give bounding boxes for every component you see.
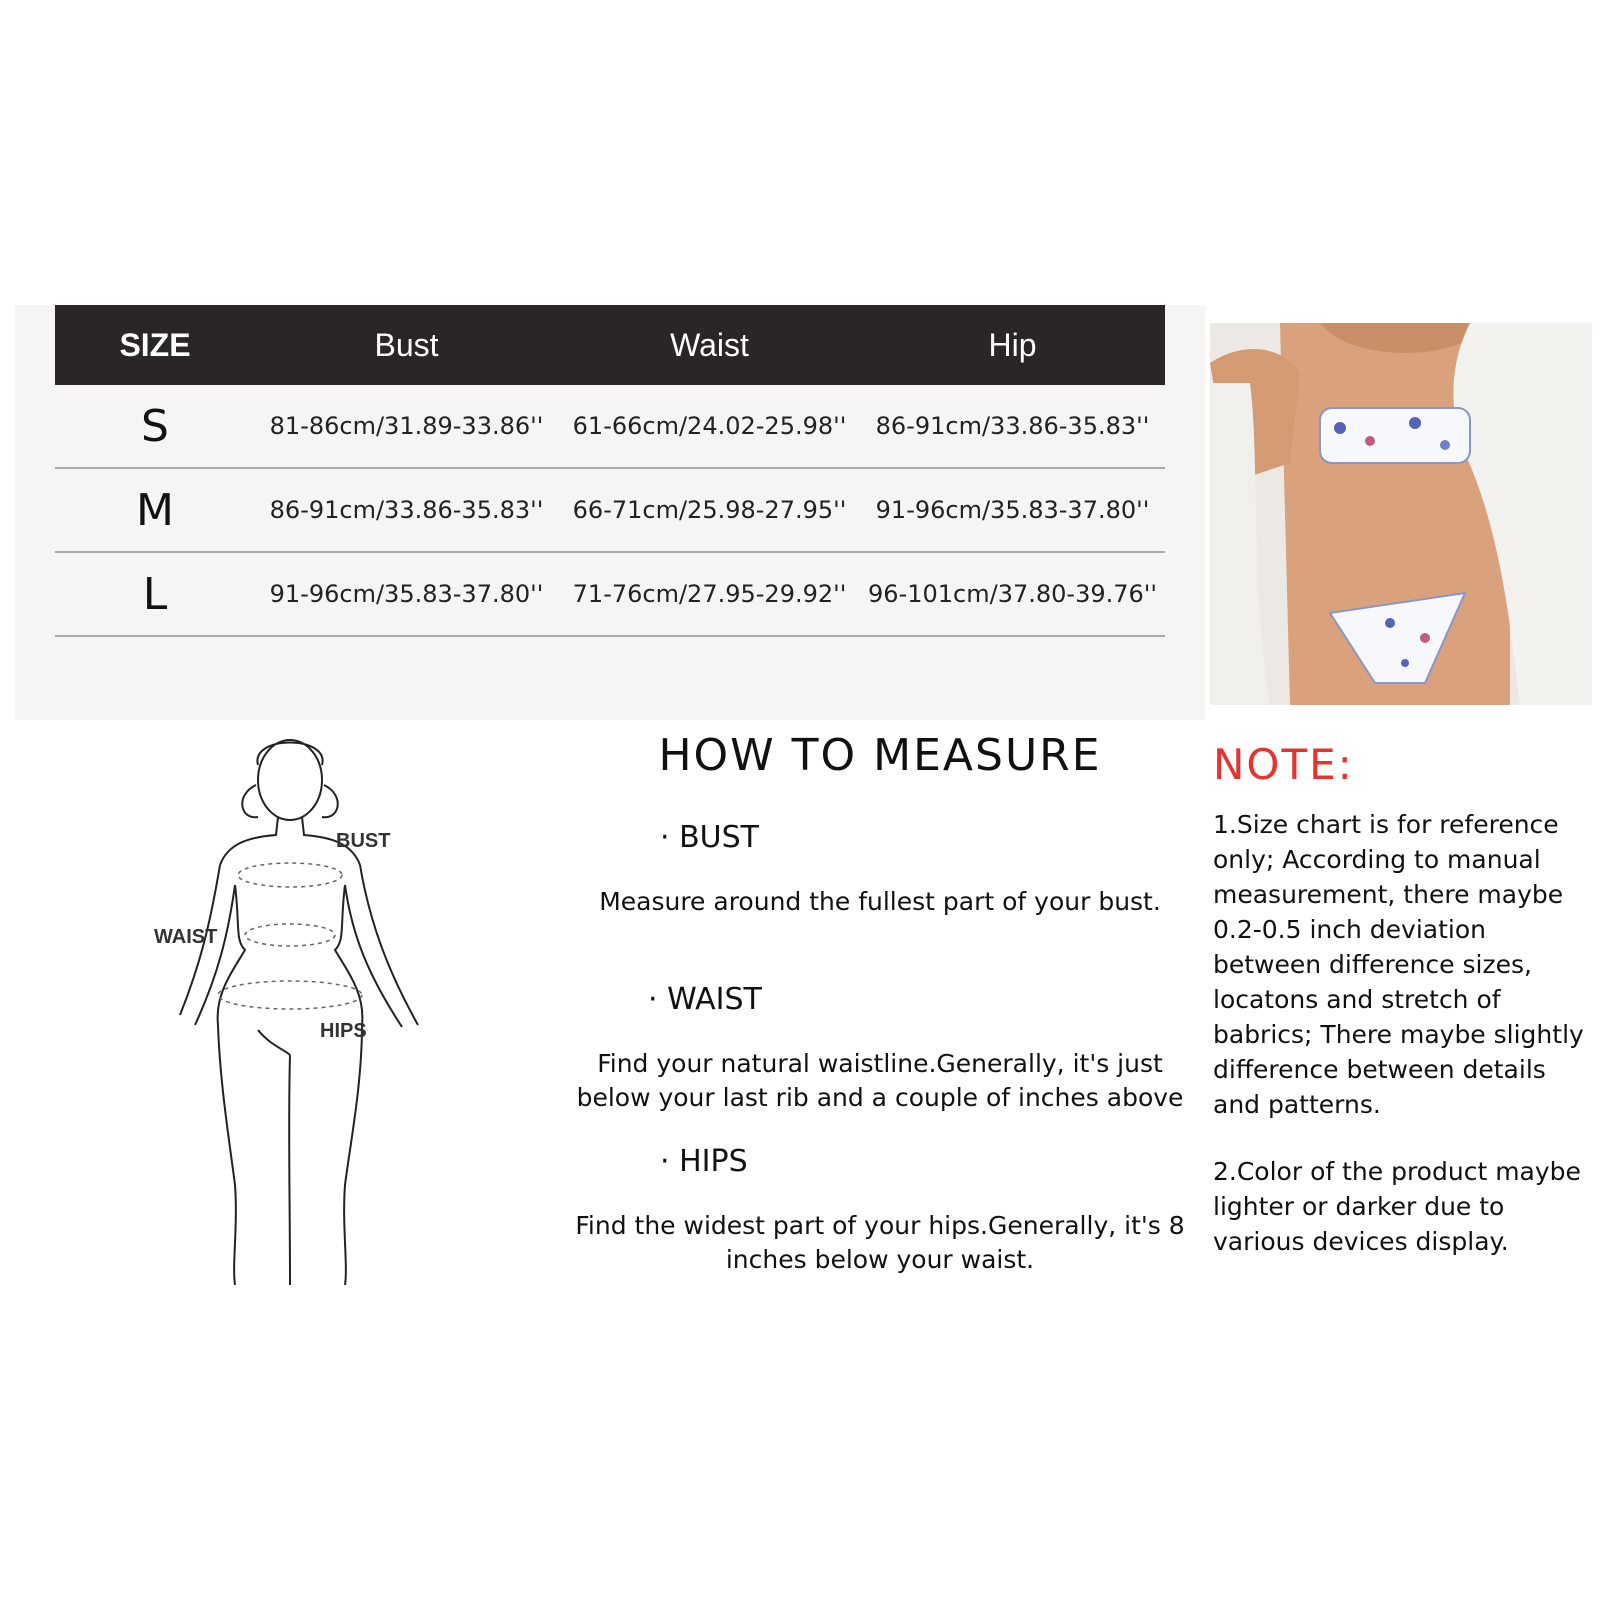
note-section xyxy=(1213,740,1598,1259)
waist-instructions: Find your natural waistline.Generally, it's just below your last rib and a couple of inches above xyxy=(576,1049,1184,1112)
size-cell: M xyxy=(136,484,174,536)
note-item: 2.Color of the product maybe lighter or darker due to various devices display. xyxy=(1213,1157,1581,1256)
note-title: NOTE: xyxy=(1213,740,1354,789)
header-bust: Bust xyxy=(374,326,439,363)
size-table-panel xyxy=(15,305,1205,720)
bust-heading: · BUST xyxy=(660,820,759,855)
product-photo-illustration xyxy=(1210,323,1592,705)
hips-heading: · HIPS xyxy=(660,1144,748,1179)
table-row xyxy=(55,385,1165,469)
table-row xyxy=(55,469,1165,553)
waist-heading: · WAIST xyxy=(648,982,762,1017)
waist-cell: 61-66cm/24.02-25.98'' xyxy=(572,412,847,440)
size-cell: S xyxy=(141,400,169,452)
hip-cell: 96-101cm/37.80-39.76'' xyxy=(868,580,1157,608)
product-photo xyxy=(1210,323,1592,705)
bust-cell: 91-96cm/35.83-37.80'' xyxy=(269,580,544,608)
table-header xyxy=(55,305,1165,385)
note-item: 1.Size chart is for reference only; According to manual measurement, there maybe 0.2-0.5 inch deviation between difference sizes, locatons and stretch of babrics; There maybe slightly difference between details and patterns. xyxy=(1213,810,1584,1119)
table-row xyxy=(55,553,1165,637)
size-cell: L xyxy=(142,568,168,620)
figure-label-hips: HIPS xyxy=(320,1020,367,1042)
body-outline-illustration xyxy=(140,725,440,1285)
bust-cell: 86-91cm/33.86-35.83'' xyxy=(269,496,544,524)
size-table xyxy=(55,305,1165,637)
figure-label-waist: WAIST xyxy=(154,926,218,948)
how-to-measure-section xyxy=(560,730,1200,781)
waist-cell: 66-71cm/25.98-27.95'' xyxy=(572,496,847,524)
how-to-measure-title: HOW TO MEASURE xyxy=(658,730,1102,781)
hip-cell: 86-91cm/33.86-35.83'' xyxy=(875,412,1150,440)
bust-instructions: Measure around the fullest part of your bust. xyxy=(599,887,1161,916)
waist-cell: 71-76cm/27.95-29.92'' xyxy=(572,580,847,608)
header-size: SIZE xyxy=(119,326,191,363)
header-waist: Waist xyxy=(670,326,749,363)
hips-instructions: Find the widest part of your hips.Generally, it's 8 inches below your waist. xyxy=(575,1211,1185,1274)
hip-cell: 91-96cm/35.83-37.80'' xyxy=(875,496,1150,524)
figure-label-bust: BUST xyxy=(336,830,391,852)
body-measure-figure xyxy=(140,725,440,1285)
bust-cell: 81-86cm/31.89-33.86'' xyxy=(269,412,544,440)
header-hip: Hip xyxy=(988,326,1037,363)
